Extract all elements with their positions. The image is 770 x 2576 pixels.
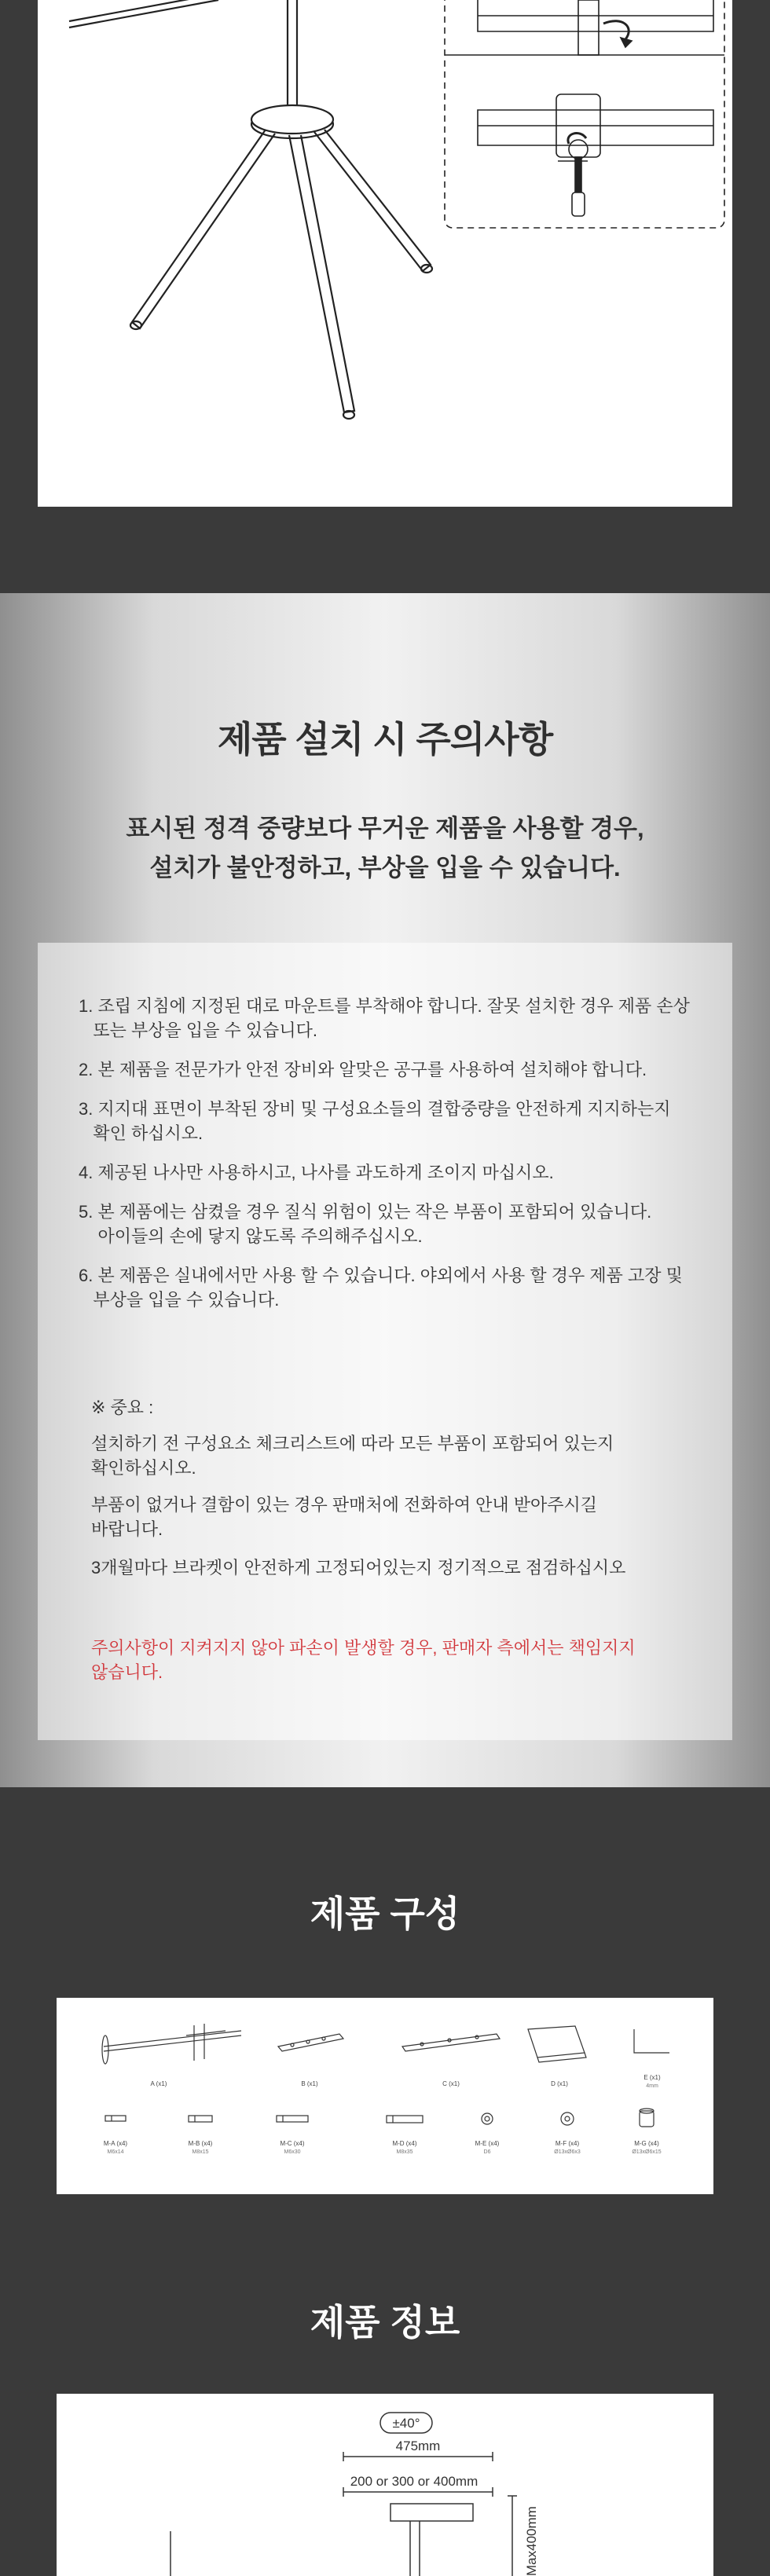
components-section: [0, 1787, 770, 2196]
hardware-label: M-B (x4): [188, 2140, 213, 2147]
stand-illustration: [38, 0, 732, 507]
caution-item-number: 1.: [79, 996, 94, 1016]
hardware-sublabel: Ø13xØ6x3: [554, 2149, 581, 2155]
hardware-label: M-D (x4): [392, 2140, 417, 2147]
caution-item-text: 또는 부상을 입을 수 있습니다.: [93, 1021, 317, 1040]
liability-warning: [91, 1636, 688, 1684]
caution-item-1: [79, 994, 699, 1042]
hardware-label: M-A (x4): [103, 2140, 128, 2147]
caution-item-text: 지지대 표면이 부착된 장비 및 구성요소들의 결합중량을 안전하게 지지하는지: [97, 1099, 671, 1119]
caution-item-number: 4.: [79, 1163, 94, 1182]
part-label: C (x1): [442, 2080, 460, 2087]
components-labels: [57, 1998, 713, 2194]
hardware-label: M-C (x4): [280, 2140, 305, 2147]
caution-item-6: [79, 1263, 699, 1312]
hardware-label: M-E (x4): [475, 2140, 500, 2147]
max-height-label: Max400mm: [524, 2506, 539, 2576]
caution-item-text: 본 제품에는 삼켰을 경우 질식 위험이 있는 작은 부품이 포함되어 있습니다.: [97, 1202, 652, 1222]
important-note-1: [91, 1431, 673, 1480]
hardware-sublabel: D6: [483, 2149, 491, 2155]
vesa-plate: [390, 2504, 473, 2521]
caution-item-text: 부상을 입을 수 있습니다.: [93, 1290, 280, 1310]
caution-item-number: 2.: [79, 1060, 94, 1079]
hardware-sublabel: Ø13xØ6x15: [632, 2149, 662, 2155]
dimensions-drawing: [57, 2394, 713, 2576]
caution-item-text: 본 제품을 전문가가 안전 장비와 알맞은 공구를 사용하여 설치해야 합니다.: [97, 1060, 647, 1079]
caution-subtitle-line-1: 표시된 정격 중량보다 무거운 제품을 사용할 경우,: [126, 815, 644, 842]
part-label: D (x1): [551, 2080, 568, 2087]
caution-item-number: 5.: [79, 1202, 94, 1222]
caution-subtitle-line-2: 설치가 불안정하고, 부상을 입을 수 있습니다.: [149, 854, 621, 881]
tilt-label: ±40°: [392, 2416, 420, 2431]
caution-item-text: 본 제품은 실내에서만 사용 할 수 있습니다. 야외에서 사용 할 경우 제품 고장 및: [97, 1266, 683, 1285]
caution-item-4: [79, 1160, 699, 1185]
important-note-text: 3개월마다 브라켓이 안전하게 고정되어있는지 정기적으로 점검하십시오: [91, 1558, 626, 1577]
components-title: 제품 구성: [310, 1893, 460, 1934]
components-card: [57, 1998, 713, 2194]
caution-item-2: [79, 1057, 699, 1082]
illustration-section: [0, 0, 770, 593]
important-note-2: [91, 1493, 673, 1541]
caution-item-text: 제공된 나사만 사용하시고, 나사를 과도하게 조이지 마십시오.: [97, 1163, 554, 1182]
caution-box: [38, 943, 732, 1740]
product-info-section: [0, 2196, 770, 2576]
hardware-sublabel: M8x35: [396, 2149, 413, 2155]
hardware-sublabel: M6x14: [107, 2149, 124, 2155]
important-note-text: 확인하십시오.: [91, 1458, 196, 1478]
caution-title: 제품 설치 시 주의사항: [217, 719, 553, 760]
caution-list: [79, 994, 699, 1327]
important-note-3: [91, 1555, 673, 1580]
caution-item-5: [79, 1200, 699, 1248]
warning-text: 주의사항이 지켜지지 않아 파손이 발생할 경우, 판매자 측에서는 책임지지: [91, 1638, 636, 1658]
caution-item-number: 6.: [79, 1266, 94, 1285]
part-sublabel: 4mm: [646, 2083, 658, 2089]
caution-item-3: [79, 1097, 699, 1145]
important-heading: ※ 중요 :: [91, 1398, 154, 1417]
caution-subtitle: [0, 809, 770, 888]
part-label: A (x1): [150, 2080, 167, 2087]
hardware-label: M-G (x4): [634, 2140, 659, 2147]
width-label: 475mm: [395, 2439, 441, 2453]
caution-section: [0, 593, 770, 1787]
important-note-text: 부품이 없거나 결함이 있는 경우 판매처에 전화하여 안내 받아주시길: [91, 1495, 597, 1515]
hardware-label: M-F (x4): [555, 2140, 580, 2147]
part-label: B (x1): [301, 2080, 318, 2087]
vesa-label: 200 or 300 or 400mm: [350, 2474, 478, 2489]
product-info-title: 제품 정보: [310, 2302, 460, 2343]
part-label: E (x1): [644, 2074, 661, 2081]
hardware-sublabel: M6x30: [284, 2149, 301, 2155]
caution-item-text: 확인 하십시오.: [93, 1123, 204, 1143]
caution-item-number: 3.: [79, 1099, 94, 1119]
important-note-text: 설치하기 전 구성요소 체크리스트에 따라 모든 부품이 포함되어 있는지: [91, 1434, 614, 1453]
warning-text: 않습니다.: [91, 1662, 163, 1682]
important-note-text: 바랍니다.: [91, 1519, 163, 1539]
hardware-sublabel: M8x15: [192, 2149, 209, 2155]
caution-item-text: 조립 지침에 지정된 대로 마운트를 부착해야 합니다. 잘못 설치한 경우 제품 손상: [97, 996, 690, 1016]
caution-item-text: 아이들의 손에 닿지 않도록 주의해주십시오.: [97, 1226, 423, 1246]
product-info-card: [57, 2394, 713, 2576]
tripod-stand-drawing: [38, 0, 732, 507]
